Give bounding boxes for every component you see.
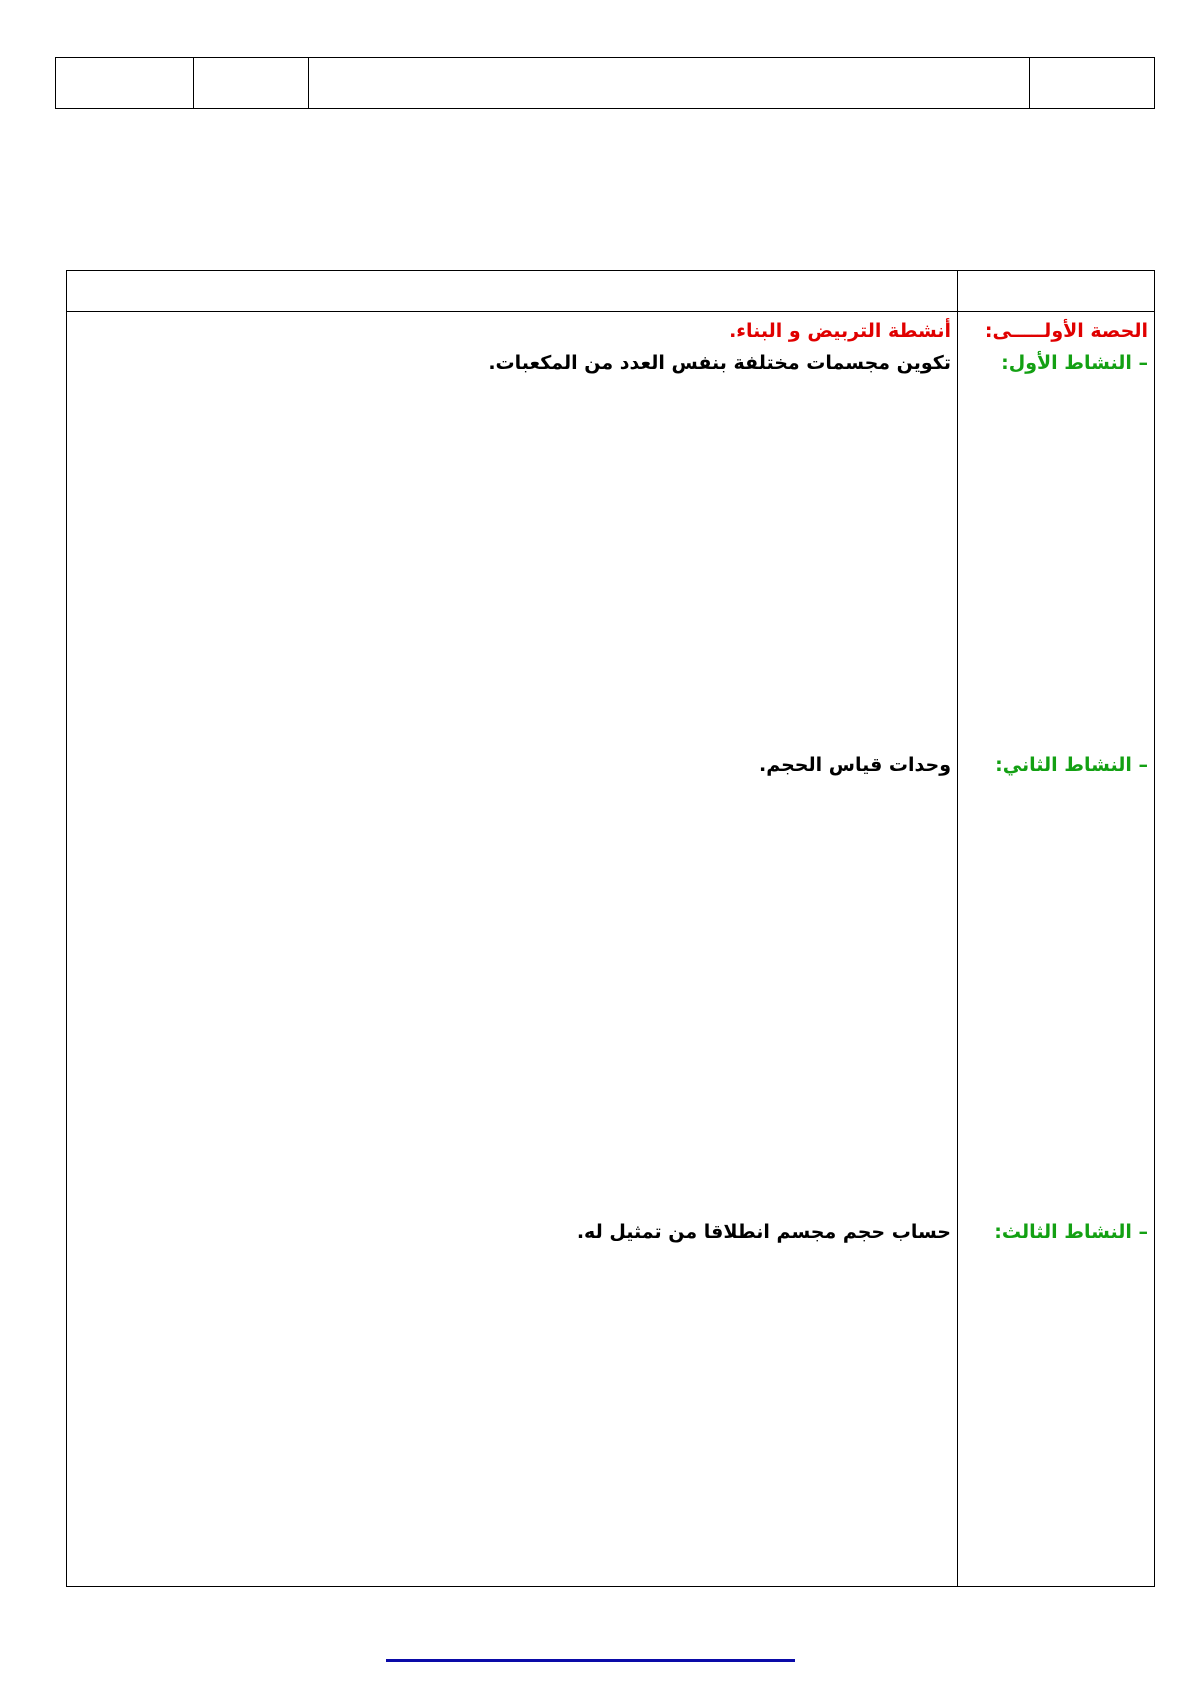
lesson-content-column	[67, 312, 958, 1587]
lesson-side-column	[958, 312, 1155, 1587]
header-cell	[194, 58, 309, 109]
header-cell	[309, 58, 1030, 109]
activity-2-text: وحدات قياس الحجم.	[758, 754, 951, 776]
session-title: أنشطة التربيض و البناء.	[729, 320, 951, 342]
header-cell	[56, 58, 194, 109]
footer-rule	[386, 1659, 795, 1662]
activity-3-label: – النشاط الثالث:	[994, 1221, 1148, 1243]
header-table	[55, 57, 1155, 109]
session-label: الحصة الأولـــــى:	[984, 320, 1148, 342]
lesson-table-head-content	[67, 271, 958, 312]
activity-3-text: حساب حجم مجسم انطلاقا من تمثيل له.	[576, 1221, 951, 1243]
activity-2-label: – النشاط الثاني:	[995, 754, 1148, 776]
lesson-table	[66, 270, 1155, 1587]
activity-1-label: – النشاط الأول:	[1001, 352, 1148, 374]
lesson-table-head-side	[958, 271, 1155, 312]
header-cell	[1030, 58, 1155, 109]
activity-1-text: تكوين مجسمات مختلفة بنفس العدد من المكعبات.	[488, 352, 951, 374]
